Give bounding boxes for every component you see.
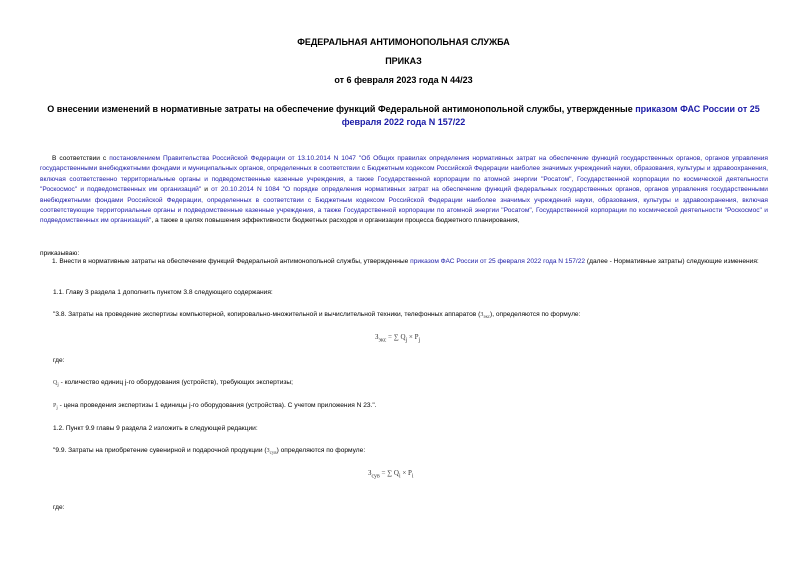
clause-9-9: [53, 446, 365, 458]
definition-2: [53, 401, 377, 413]
item-1-text: 1. Внести в нормативные затраты на обеспечение функций Федеральной антимонопольной службы, утвержденные: [52, 258, 411, 265]
agency-heading: ФЕДЕРАЛЬНАЯ АНТИМОНОПОЛЬНАЯ СЛУЖБА: [297, 37, 510, 47]
symbol-z-exp: $З_{экс}$: [480, 312, 491, 321]
item-1-link[interactable]: приказом ФАС России от 25 февраля 2022 года N 157/22: [410, 258, 586, 265]
where-label-1: где:: [53, 357, 65, 364]
doc-type-heading: ПРИКАЗ: [385, 56, 422, 66]
item-1-tail: (далее - Нормативные затраты) следующие изменения:: [585, 258, 759, 265]
title-link[interactable]: приказом ФАС России от 25 февраля 2022 года N 157/22: [341, 104, 760, 127]
document-title: [40, 103, 767, 129]
item-1-1: 1.1. Главу 3 раздела 1 дополнить пунктом 3.8 следующего содержания:: [53, 289, 273, 296]
title-text: О внесении изменений в нормативные затраты на обеспечение функций Федеральной антимонопольной службы, утвержденные: [47, 104, 636, 114]
clause-9-9-after: ) определяются по формуле:: [276, 447, 366, 454]
preamble-paragraph: [40, 154, 768, 227]
date-number: от 6 февраля 2023 года N 44/23: [334, 75, 473, 85]
preamble-text-1: В соответствии с: [52, 155, 110, 162]
symbol-p: $P_j$: [53, 403, 58, 412]
clause-3-8: [53, 310, 580, 322]
where-label-2: где:: [53, 504, 65, 511]
formula-expertise: $З_{экс}$ = ∑ $Q_j \times P_j$: [375, 333, 421, 344]
preamble-text-3: , а также в целях повышения эффективности бюджетных расходов и организации процесса бюджетного планирования,: [151, 217, 520, 225]
definition-1: [53, 378, 293, 390]
symbol-q: $Q_j$: [53, 380, 59, 389]
item-1: [40, 257, 768, 267]
clause-3-8-after: ), определяются по формуле:: [490, 311, 581, 318]
preamble-text-2: и: [201, 186, 212, 194]
definition-1-text: - количество единиц j-го оборудования (устройств), требующих экспертизы;: [58, 379, 293, 386]
formula-souvenir: $З_{сув}$ = ∑ $Q_i \times P_i$: [368, 469, 414, 480]
symbol-z-suv: $З_{сув}$: [266, 448, 277, 457]
preamble-link-1084[interactable]: от 20.10.2014 N 1084 "О порядке определения нормативных затрат на обеспечение функций федеральных государственных органов, органов управления государственными внебюджетными фондами Российской Федерации, определенных в соответствии с Бюджетным кодексом Российской Федерации наиболее значимых учреждений науки, образования, культуры и здравоохранения, включая соответствующие территориальные органы и подведомственные казенные учреждения, а также Государственной корпорации по атомной энергии "Росатом", Государственной корпорации по космической деятельности "Роскосмос" и подведомственных им организаций": [40, 186, 768, 225]
clause-3-8-before: "3.8. Затраты на проведение экспертизы компьютерной, копировально-множительной и вычислительной техники, телефонных аппаратов (: [53, 311, 481, 318]
order-word: приказываю:: [40, 250, 80, 257]
preamble-link-1047[interactable]: постановлением Правительства Российской Федерации от 13.10.2014 N 1047 "Об Общих правилах определения нормативных затрат на обеспечение функций государственных органов, органов управления государственными внебюджетными фондами и муниципальных органов, определенных в соответствии с Бюджетным кодексом Российской Федерации наиболее значимых учреждений науки, образования, культуры и здравоохранения, включая соответственно территориальные органы и подведомственные казенные учреждения, а также Государственной корпорации по атомной энергии "Росатом", Государственной корпорации по космической деятельности "Роскосмос" и подведомственных им организаций": [40, 155, 769, 194]
definition-2-text: - цена проведения экспертизы 1 единицы j-го оборудования (устройства). С учетом приложения N 23.".: [57, 402, 377, 409]
clause-9-9-before: "9.9. Затраты на приобретение сувенирной и подарочной продукции (: [53, 447, 267, 454]
item-1-2: 1.2. Пункт 9.9 главы 9 раздела 2 изложить в следующей редакции:: [53, 425, 258, 432]
